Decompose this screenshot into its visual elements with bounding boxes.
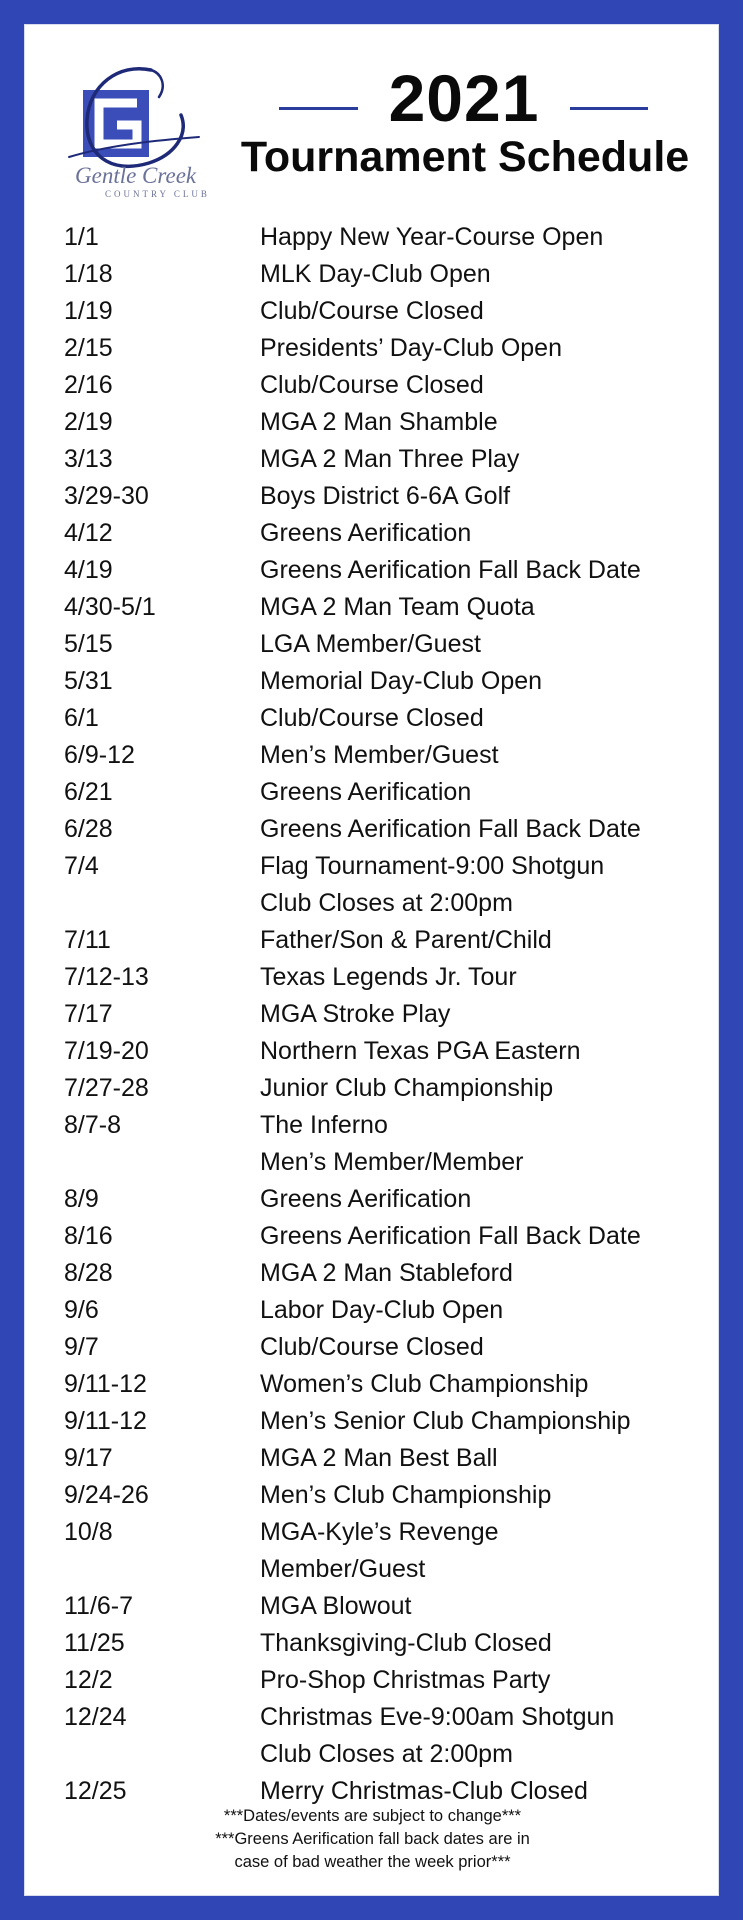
schedule-event: LGA Member/Guest [260, 630, 481, 658]
schedule-event: Men’s Member/Member [260, 1148, 524, 1176]
schedule-row [25, 219, 720, 256]
footer-note-3: case of bad weather the week prior*** [234, 1853, 511, 1871]
schedule-row [25, 441, 720, 478]
schedule-row [25, 700, 720, 737]
schedule-date: 7/12-13 [64, 963, 149, 991]
logo-script-text: Gentle Creek [75, 163, 197, 188]
schedule-date: 6/9-12 [64, 741, 135, 769]
schedule-row [25, 589, 720, 626]
schedule-date: 2/19 [64, 408, 113, 436]
schedule-event: Club/Course Closed [260, 704, 484, 732]
schedule-event: MGA 2 Man Stableford [260, 1259, 513, 1287]
schedule-row [25, 1403, 720, 1440]
schedule-date: 7/17 [64, 1000, 113, 1028]
schedule-date: 8/16 [64, 1222, 113, 1250]
schedule-row [25, 552, 720, 589]
schedule-date: 7/11 [64, 926, 111, 954]
schedule-date: 2/15 [64, 334, 113, 362]
schedule-date: 12/24 [64, 1703, 127, 1731]
schedule-date: 12/25 [64, 1777, 127, 1805]
schedule-event: Northern Texas PGA Eastern [260, 1037, 581, 1065]
schedule-event: Club/Course Closed [260, 1333, 484, 1361]
schedule-row [25, 330, 720, 367]
schedule-event: Greens Aerification Fall Back Date [260, 556, 641, 584]
schedule-date: 6/28 [64, 815, 113, 843]
schedule-date: 8/28 [64, 1259, 113, 1287]
schedule-row [25, 1625, 720, 1662]
schedule-date: 9/24-26 [64, 1481, 149, 1509]
page-subtitle: Tournament Schedule [240, 133, 690, 181]
schedule-date: 7/4 [64, 852, 99, 880]
schedule-row [25, 367, 720, 404]
schedule-event: Labor Day-Club Open [260, 1296, 504, 1324]
schedule-row [25, 1107, 720, 1144]
schedule-row [25, 256, 720, 293]
schedule-row [25, 811, 720, 848]
schedule-row [25, 1551, 720, 1588]
schedule-date: 6/1 [64, 704, 99, 732]
schedule-event: MGA 2 Man Best Ball [260, 1444, 498, 1472]
schedule-event: Presidents’ Day-Club Open [260, 334, 562, 362]
schedule-event: Men’s Senior Club Championship [260, 1407, 631, 1435]
schedule-event: MGA 2 Man Team Quota [260, 593, 535, 621]
schedule-date: 1/18 [64, 260, 113, 288]
schedule-date: 11/6-7 [64, 1592, 134, 1620]
schedule-row [25, 922, 720, 959]
schedule-row [25, 1440, 720, 1477]
schedule-date: 9/11-12 [64, 1370, 147, 1398]
schedule-row [25, 478, 720, 515]
schedule-row [25, 1255, 720, 1292]
schedule-row [25, 1070, 720, 1107]
schedule-date: 9/7 [64, 1333, 99, 1361]
schedule-event: Club Closes at 2:00pm [260, 1740, 513, 1768]
schedule-row [25, 1329, 720, 1366]
schedule-row [25, 1181, 720, 1218]
schedule-event: Happy New Year-Course Open [260, 223, 604, 251]
schedule-date: 8/7-8 [64, 1111, 121, 1139]
schedule-row [25, 1477, 720, 1514]
schedule-row [25, 515, 720, 552]
schedule-date: 4/30-5/1 [64, 593, 156, 621]
schedule-date: 4/12 [64, 519, 113, 547]
schedule-row [25, 959, 720, 996]
schedule-row [25, 1736, 720, 1773]
schedule-date: 4/19 [64, 556, 113, 584]
schedule-date: 6/21 [64, 778, 113, 806]
schedule-date: 12/2 [64, 1666, 113, 1694]
schedule-row [25, 1366, 720, 1403]
schedule-event: Greens Aerification Fall Back Date [260, 815, 641, 843]
schedule-row [25, 1662, 720, 1699]
schedule-list [25, 219, 720, 1810]
schedule-event: Thanksgiving-Club Closed [260, 1629, 552, 1657]
schedule-date: 5/15 [64, 630, 113, 658]
schedule-event: Merry Christmas-Club Closed [260, 1777, 588, 1805]
schedule-event: Greens Aerification Fall Back Date [260, 1222, 641, 1250]
schedule-row [25, 626, 720, 663]
schedule-event: MLK Day-Club Open [260, 260, 491, 288]
gentle-creek-logo [49, 45, 215, 199]
schedule-event: Men’s Member/Guest [260, 741, 499, 769]
schedule-date: 8/9 [64, 1185, 99, 1213]
schedule-date: 10/8 [64, 1518, 113, 1546]
schedule-row [25, 1514, 720, 1551]
schedule-row [25, 404, 720, 441]
schedule-date: 7/27-28 [64, 1074, 149, 1102]
schedule-event: Texas Legends Jr. Tour [260, 963, 517, 991]
schedule-event: Flag Tournament-9:00 Shotgun [260, 852, 605, 880]
schedule-row [25, 1033, 720, 1070]
schedule-date: 1/1 [64, 223, 99, 251]
schedule-event: Member/Guest [260, 1555, 426, 1583]
schedule-row [25, 774, 720, 811]
schedule-date: 9/17 [64, 1444, 113, 1472]
schedule-date: 7/19-20 [64, 1037, 149, 1065]
schedule-event: The Inferno [260, 1111, 388, 1139]
schedule-date: 3/13 [64, 445, 113, 473]
schedule-row [25, 737, 720, 774]
footer-note-1: ***Dates/events are subject to change*** [223, 1807, 522, 1825]
schedule-event: Women’s Club Championship [260, 1370, 589, 1398]
schedule-event: Greens Aerification [260, 1185, 472, 1213]
schedule-event: Father/Son & Parent/Child [260, 926, 552, 954]
schedule-event: Club/Course Closed [260, 371, 484, 399]
schedule-event: Greens Aerification [260, 519, 472, 547]
page-title-year: 2021 [388, 61, 540, 135]
schedule-date: 9/6 [64, 1296, 99, 1324]
schedule-row [25, 1588, 720, 1625]
schedule-date: 3/29-30 [64, 482, 149, 510]
schedule-row [25, 293, 720, 330]
schedule-event: Christmas Eve-9:00am Shotgun [260, 1703, 615, 1731]
schedule-date: 1/19 [64, 297, 113, 325]
schedule-event: Pro-Shop Christmas Party [260, 1666, 551, 1694]
schedule-date: 2/16 [64, 371, 113, 399]
schedule-row [25, 1699, 720, 1736]
schedule-row [25, 848, 720, 885]
schedule-event: MGA 2 Man Three Play [260, 445, 520, 473]
schedule-row [25, 1144, 720, 1181]
schedule-row [25, 1218, 720, 1255]
schedule-event: Club Closes at 2:00pm [260, 889, 513, 917]
schedule-event: Junior Club Championship [260, 1074, 554, 1102]
schedule-event: MGA 2 Man Shamble [260, 408, 498, 436]
schedule-row [25, 663, 720, 700]
schedule-date: 5/31 [64, 667, 113, 695]
schedule-event: Memorial Day-Club Open [260, 667, 543, 695]
schedule-event: MGA-Kyle’s Revenge [260, 1518, 499, 1546]
schedule-date: 11/25 [64, 1629, 125, 1657]
schedule-event: MGA Stroke Play [260, 1000, 451, 1028]
schedule-date: 9/11-12 [64, 1407, 147, 1435]
schedule-event: Men’s Club Championship [260, 1481, 552, 1509]
schedule-event: Club/Course Closed [260, 297, 484, 325]
schedule-event: Boys District 6-6A Golf [260, 482, 511, 510]
title-rule-right [570, 107, 648, 110]
schedule-event: MGA Blowout [260, 1592, 412, 1620]
logo-subtext: COUNTRY CLUB [105, 189, 210, 199]
footer-note-2: ***Greens Aerification fall back dates are in [215, 1830, 530, 1848]
footer-notes [25, 1805, 720, 1874]
schedule-event: Greens Aerification [260, 778, 472, 806]
schedule-row [25, 885, 720, 922]
schedule-row [25, 996, 720, 1033]
title-block [279, 50, 649, 135]
schedule-row [25, 1292, 720, 1329]
schedule-card [24, 24, 719, 1896]
